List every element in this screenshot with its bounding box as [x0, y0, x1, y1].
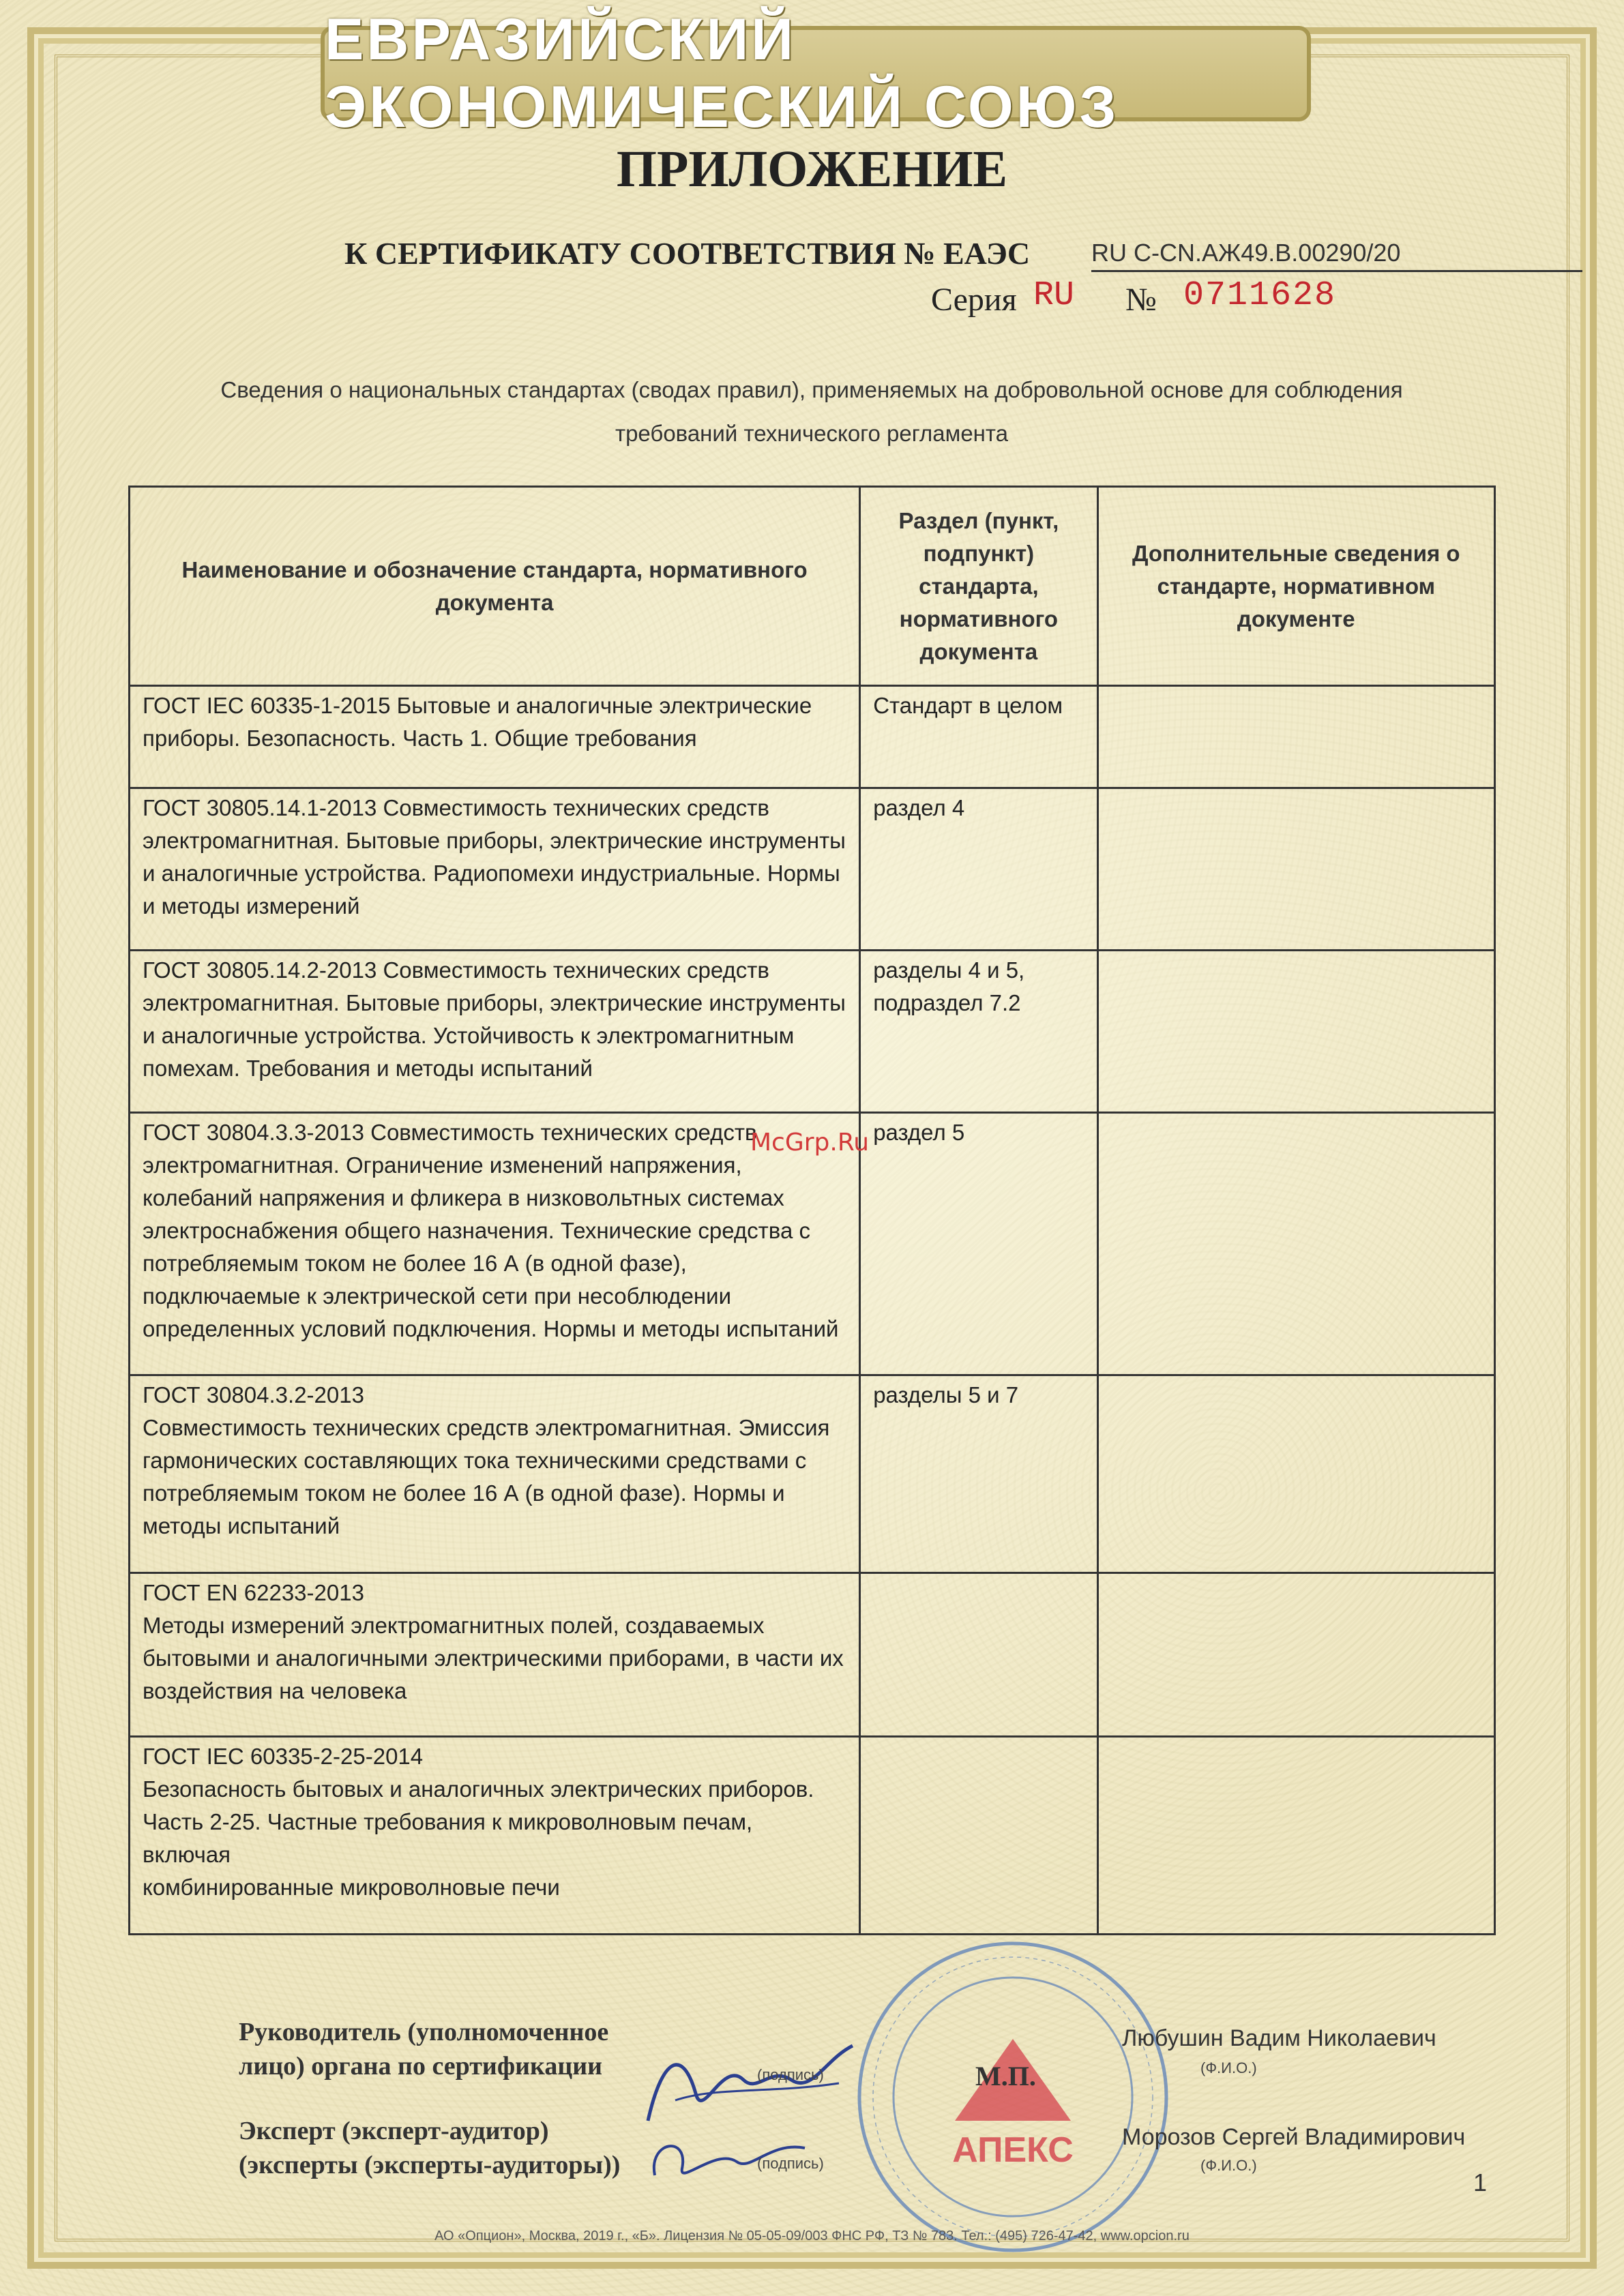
- table-row: [130, 788, 1495, 951]
- head-name: Любушин Вадим Николаевич: [1122, 2025, 1436, 2051]
- stamp-mp: М.П.: [975, 2061, 1036, 2091]
- certificate-number: RU C-CN.АЖ49.В.00290/20: [1091, 239, 1582, 272]
- cell-section: [860, 1737, 1097, 1935]
- banner-text: ЕВРАЗИЙСКИЙ ЭКОНОМИЧЕСКИЙ СОЮЗ: [325, 7, 1119, 140]
- table-row: [130, 951, 1495, 1113]
- table-row: [130, 686, 1495, 788]
- head-name-caption: (Ф.И.О.): [1200, 2059, 1257, 2076]
- cell-extra: [1097, 1573, 1494, 1737]
- expert-name-caption: (Ф.И.О.): [1200, 2157, 1257, 2174]
- expert-sign-caption: (подпись): [757, 2155, 824, 2172]
- table-header-row: [130, 487, 1495, 686]
- table-row: [130, 1737, 1495, 1935]
- expert-name: Морозов Сергей Владимирович: [1122, 2124, 1466, 2150]
- head-label-line-2: лицо) органа по сертификации: [239, 2052, 603, 2081]
- number-label: №: [1125, 282, 1157, 318]
- header-extra: Дополнительные сведения о стандарте, нормативном документе: [1097, 487, 1494, 686]
- expert-label-line-2: (эксперты (эксперты-аудиторы)): [239, 2151, 621, 2179]
- cell-section: Стандарт в целом: [860, 686, 1097, 788]
- table-row: [130, 1573, 1495, 1737]
- head-label: [239, 2015, 608, 2083]
- cell-section: раздел 4: [860, 788, 1097, 951]
- table-row: [130, 1375, 1495, 1573]
- cell-standard-name: ГОСТ EN 62233-2013 Методы измерений электромагнитных полей, создаваемых бытовыми и аналогичными электрическими приборами, в части их воздействия на человека: [130, 1573, 860, 1737]
- head-label-line-1: Руководитель (уполномоченное: [239, 2018, 609, 2046]
- printer-footer: АО «Опцион», Москва, 2019 г., «Б». Лицензия № 05-05-09/003 ФНС РФ, ТЗ № 783. Тел.: (495) 726-47-42, www.opcion.ru: [434, 2228, 1190, 2243]
- expert-label-line-1: Эксперт (эксперт-аудитор): [239, 2117, 549, 2145]
- cell-section: [860, 1573, 1097, 1737]
- intro-line-2: требований технического регламента: [615, 421, 1009, 446]
- series-value: RU: [1033, 276, 1075, 315]
- header-standard-name: Наименование и обозначение стандарта, нормативного документа: [130, 487, 860, 686]
- cell-extra: [1097, 1113, 1494, 1375]
- blank-number: 0711628: [1183, 276, 1337, 315]
- cell-standard-name: ГОСТ 30805.14.2-2013 Совместимость технических средств электромагнитная. Бытовые приборы, электрические инструменты и аналогичные устройства. Устойчивость к электромагнитным помехам. Требования и методы испытаний: [130, 951, 860, 1113]
- page-title: ПРИЛОЖЕНИЕ: [616, 140, 1008, 198]
- stamp-text: АПЕКС: [952, 2130, 1074, 2170]
- cell-standard-name: ГОСТ 30804.3.2-2013 Совместимость технических средств электромагнитная. Эмиссия гармонических составляющих тока техническими средствами с потребляемым током не более 16 А (в одной фазе). Нормы и методы испытаний: [130, 1375, 860, 1573]
- cell-standard-name: ГОСТ IEC 60335-1-2015 Бытовые и аналогичные электрические приборы. Безопасность. Часть 1. Общие требования: [130, 686, 860, 788]
- header-section: Раздел (пункт, подпункт) стандарта, нормативного документа: [860, 487, 1097, 686]
- cell-section: разделы 5 и 7: [860, 1375, 1097, 1573]
- expert-label: [239, 2114, 620, 2182]
- cell-extra: [1097, 788, 1494, 951]
- series-label: Серия: [931, 282, 1017, 318]
- cell-section: разделы 4 и 5, подраздел 7.2: [860, 951, 1097, 1113]
- cell-section: раздел 5: [860, 1113, 1097, 1375]
- cell-extra: [1097, 1737, 1494, 1935]
- intro-text: [123, 368, 1501, 456]
- page-number: 1: [1473, 2168, 1488, 2196]
- cell-extra: [1097, 686, 1494, 788]
- cell-standard-name: ГОСТ 30804.3.3-2013 Совместимость технических средств электромагнитная. Ограничение изменений напряжения, колебаний напряжения и фликера в низковольтных системах электроснабжения общего назначения. Технические средства с потребляемым током не более 16 А (в одной фазе), подключаемые к электрической сети при несоблюдении определенных условий подключения. Нормы и методы испытаний: [130, 1113, 860, 1375]
- certification-stamp: [853, 1937, 1173, 2257]
- header-banner: [321, 7, 1311, 140]
- watermark: McGrp.Ru: [750, 1129, 870, 1157]
- certificate-line: К СЕРТИФИКАТУ СООТВЕТСТВИЯ № ЕАЭС: [344, 236, 1031, 271]
- cell-extra: [1097, 951, 1494, 1113]
- cell-standard-name: ГОСТ IEC 60335-2-25-2014 Безопасность бытовых и аналогичных электрических приборов. Часть 2-25. Частные требования к микроволновым печам, включая комбинированные микроволновые печи: [130, 1737, 860, 1935]
- standards-table: [128, 486, 1496, 1935]
- intro-line-1: Сведения о национальных стандартах (сводах правил), применяемых на добровольной основе для соблюдения: [220, 377, 1403, 402]
- head-sign-caption: (подпись): [757, 2066, 824, 2083]
- cell-extra: [1097, 1375, 1494, 1573]
- cell-standard-name: ГОСТ 30805.14.1-2013 Совместимость технических средств электромагнитная. Бытовые приборы, электрические инструменты и аналогичные устройства. Радиопомехи индустриальные. Нормы и методы измерений: [130, 788, 860, 951]
